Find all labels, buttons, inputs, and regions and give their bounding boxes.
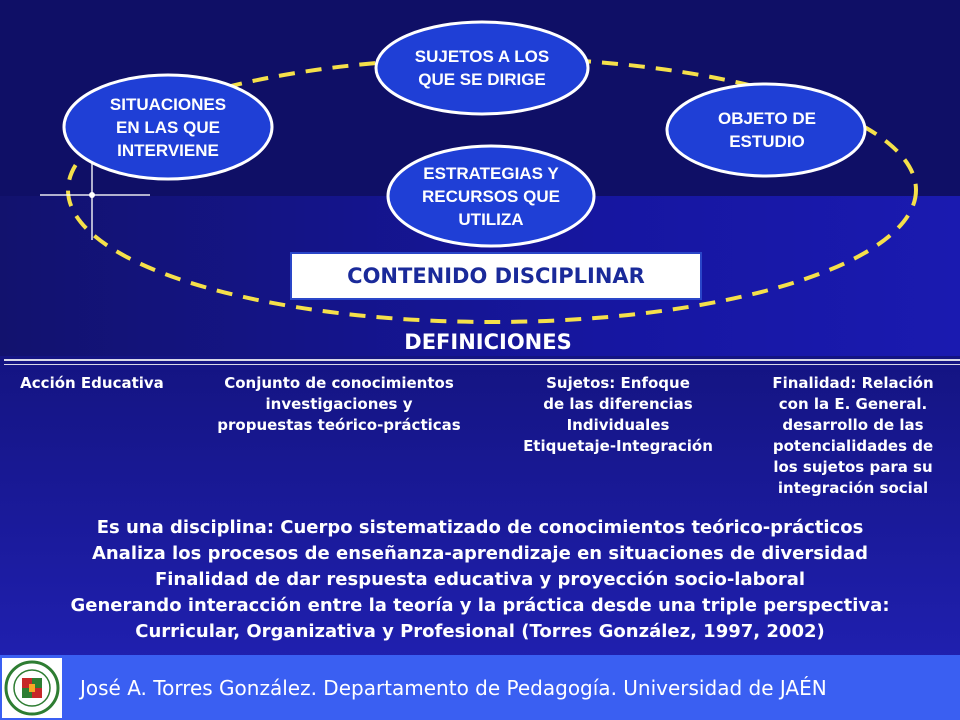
- divider-bottom: [4, 364, 960, 365]
- footer-credit: José A. Torres González. Departamento de Pedagogía. Universidad de JAÉN: [80, 675, 827, 700]
- definition-conjunto: Conjunto de conocimientos investigaciones y propuestas teórico-prácticas: [217, 374, 461, 434]
- summary-line: Es una disciplina: Cuerpo sistematizado de conocimientos teórico-prácticos: [96, 517, 864, 538]
- summary-line: Analiza los procesos de enseñanza-aprendizaje en situaciones de diversidad: [91, 543, 869, 564]
- definition-sujetos: Sujetos: Enfoque de las diferencias Individuales Etiquetaje-Integración: [523, 374, 713, 455]
- definitions-title: DEFINICIONES: [404, 330, 572, 354]
- bubble-estrategias-label: ESTRATEGIAS Y RECURSOS QUE UTILIZA: [422, 163, 560, 229]
- bubble-objeto-label: OBJETO DE ESTUDIO: [718, 109, 816, 151]
- bubble-sujetos-label: SUJETOS A LOS QUE SE DIRIGE: [414, 47, 550, 89]
- definition-accion: Acción Educativa: [20, 374, 164, 392]
- summary-line: Generando interacción entre la teoría y la práctica desde una triple perspectiva:: [70, 595, 890, 616]
- summary-block: [0, 515, 960, 645]
- bubble-situaciones-label: SITUACIONES EN LAS QUE INTERVIENE: [109, 94, 227, 160]
- university-seal-icon: [2, 658, 62, 718]
- content-box-label: CONTENIDO DISCIPLINAR: [347, 264, 645, 288]
- content-box: [290, 252, 702, 300]
- definition-finalidad: Finalidad: Relación con la E. General. desarrollo de las potencialidades de los sujetos para su integración social: [772, 374, 934, 497]
- summary-line: Finalidad de dar respuesta educativa y proyección socio-laboral: [154, 569, 806, 590]
- footer-bar: [0, 655, 960, 720]
- divider-top: [4, 359, 960, 361]
- summary-line: Curricular, Organizativa y Profesional (Torres González, 1997, 2002): [135, 621, 825, 642]
